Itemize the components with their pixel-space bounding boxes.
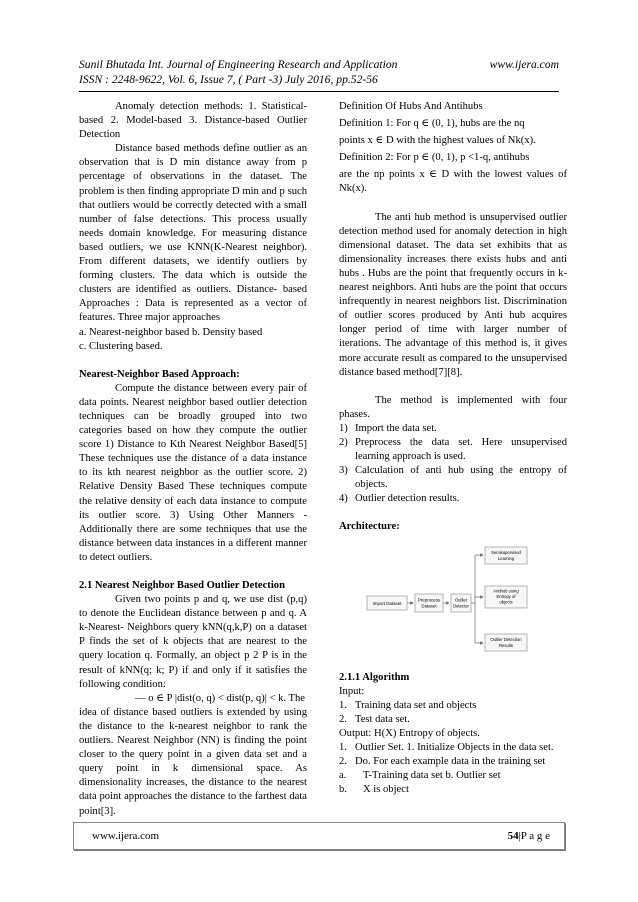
svg-text:Preprocess: Preprocess — [417, 597, 441, 603]
knn-condition-formula: — o ∈ P |dist(o, q) < dist(p, q)| < k. The — [135, 692, 305, 704]
input-item: 2. Test data set. — [339, 713, 410, 725]
section-heading-nn: Nearest-Neighbor Based Approach: — [79, 368, 240, 380]
phase-item: 3) Calculation of anti hub using the entropy of objects. — [339, 465, 567, 491]
definition-2-line1: Definition 2: For p ∈ (0, 1), p <1-q, antihubs — [339, 152, 530, 164]
step-item: 2. Do. For each example data in the training set — [339, 756, 546, 768]
footer-url[interactable]: www.ijera.com — [92, 830, 160, 842]
architecture-diagram — [339, 545, 567, 655]
algorithm-output: Output: H(X) Entropy of objects. — [339, 727, 480, 739]
approach-list-c: c. Clustering based. — [79, 340, 163, 352]
paragraph-nn-ranking: idea of distance based outliers is extended by using the distance to the k-nearest neighbor to rank the outliers. Nearest Neighbor (NN) is finding the point closer to the query point in a given data set and a query point in k dimensional space. As dimensionality increases, the distance to the nearest data point approaches the distance to the farthest data point[3]. — [79, 706, 307, 817]
svg-text:Antihub using: Antihub using — [493, 588, 519, 594]
definition-1-line1: Definition 1: For q ∈ (0, 1), hubs are the nq — [339, 118, 525, 130]
svg-text:Detector: Detector — [453, 603, 469, 609]
definition-2-line2: are the np points x ∈ D with the lowest values of Nk(x). — [339, 169, 567, 195]
svg-text:Semisupervised: Semisupervised — [491, 549, 521, 555]
definition-1-line2: points x ∈ D with the highest values of Nk(x). — [339, 135, 536, 147]
paragraph-knn-query: Given two points p and q, we use dist (p,q) to denote the Euclidean distance between p and q. A k-Nearest- Neighbors query kNN(q,k,P) on a dataset P finds the set of k objects that are nearest to the query location q. Formally, an object p 2 P is in the result of kNN(q; k; P) if and only if it satisfies the following condition: — [79, 594, 307, 690]
box-preprocess — [415, 594, 443, 612]
svg-text:Entropy of: Entropy of — [496, 593, 516, 599]
algorithm-input-label: Input: — [339, 685, 365, 697]
heading-algorithm: 2.1.1 Algorithm — [339, 671, 410, 683]
page-footer — [73, 822, 565, 850]
svg-text:Outlier Detection: Outlier Detection — [490, 636, 522, 642]
box-detection-results — [485, 634, 527, 651]
journal-title: Sunil Bhutada Int. Journal of Engineering Research and Application — [79, 58, 398, 71]
svg-text:Learning: Learning — [497, 555, 515, 561]
left-column — [79, 100, 307, 819]
input-item: 1. Training data set and objects — [339, 699, 477, 711]
page-number: 54|P a g e — [507, 830, 550, 842]
svg-text:objects: objects — [499, 599, 513, 605]
box-semisupervised — [485, 547, 527, 564]
phase-item: 1) Import the data set. — [339, 422, 437, 434]
header-divider — [79, 91, 559, 92]
box-import-dataset — [367, 596, 407, 610]
paragraph-antihub-method: The anti hub method is unsupervised outlier detection method used for anomaly detection in high dimensional dataset. The data set exhibits that as dimensionality increases there exists hubs and anti hubs . Hubs are the point that frequently occurs in k-nearest neighbors. Anti hubs are the point that occurs infrequently in nearest neighbors list. Discrimination of outlier scores produced by Anti hub acquires longer period of time with larger number of iterations. The advantage of this method is, it gives more accurate result as compared to the unsupervised distance based method[7][8]. — [339, 211, 567, 378]
sub-step-item: a. T-Training data set b. Outlier set — [339, 770, 501, 782]
issn-line: ISSN : 2248-9622, Vol. 6, Issue 7, ( Part -3) July 2016, pp.52-56 — [79, 72, 378, 86]
phase-list — [339, 422, 567, 507]
journal-url[interactable]: www.ijera.com — [489, 58, 559, 71]
phase-item: 4) Outlier detection results. — [339, 493, 460, 505]
phase-item: 2) Preprocess the data set. Here unsupervised learning approach is used. — [339, 436, 567, 463]
svg-text:Import Dataset: Import Dataset — [372, 600, 402, 606]
paragraph-four-phases: The method is implemented with four phases. — [339, 394, 567, 420]
paragraph-methods: Anomaly detection methods: 1. Statistical- based 2. Model-based 3. Distance-based Outlier Detection — [79, 101, 307, 141]
heading-hubs-antihubs: Definition Of Hubs And Antihubs — [339, 101, 483, 112]
paragraph-distance-based: Distance based methods define outlier as an observation that is D min distance away from p percentage of observations in the dataset. The problem is then finding appropriate D min and p such that outliers would be correctly detected with a small number of false detections. This process usually needs domain knowledge. For measuring distance based outliers, we use KNN(K-Nearest neighbor). From different datasets, we identify outliers by forming clusters. The data which is outside the clusters are identified as outliers. Distance- based Approaches : Data is represented as a vector of features. Three major approaches — [79, 143, 307, 324]
right-column — [339, 100, 567, 797]
box-outlier-detector — [451, 594, 471, 612]
sub-step-item: b. X is object — [339, 784, 409, 796]
heading-architecture: Architecture: — [339, 521, 400, 533]
box-antihub-entropy — [485, 586, 527, 608]
running-header — [79, 58, 559, 87]
svg-text:Dataset: Dataset — [421, 603, 437, 609]
svg-text:Outlier: Outlier — [454, 597, 468, 603]
step-item: 1. Outlier Set. 1. Initialize Objects in the data set. — [339, 742, 554, 753]
paragraph-nn-approach: Compute the distance between every pair of data points. Nearest neighbor based outlier detection techniques can be broadly grouped into two categories based on how they compute the outlier score 1) Distance to Kth Nearest Neighbor Based[5] These techniques use the distance of a data instance to its kth nearest neighbor as the outlier score. 2) Relative Density Based These techniques compute the relative density of each data instance to compute its outlier score. 3) Using Other Manners - Additionally there are some techniques that use the distance between data instances in a different manner to detect outliers. — [79, 382, 307, 563]
section-heading-2-1: 2.1 Nearest Neighbor Based Outlier Detection — [79, 580, 285, 591]
svg-text:Results: Results — [499, 642, 513, 648]
approach-list-a: a. Nearest-neighbor based b. Density based — [79, 326, 263, 338]
